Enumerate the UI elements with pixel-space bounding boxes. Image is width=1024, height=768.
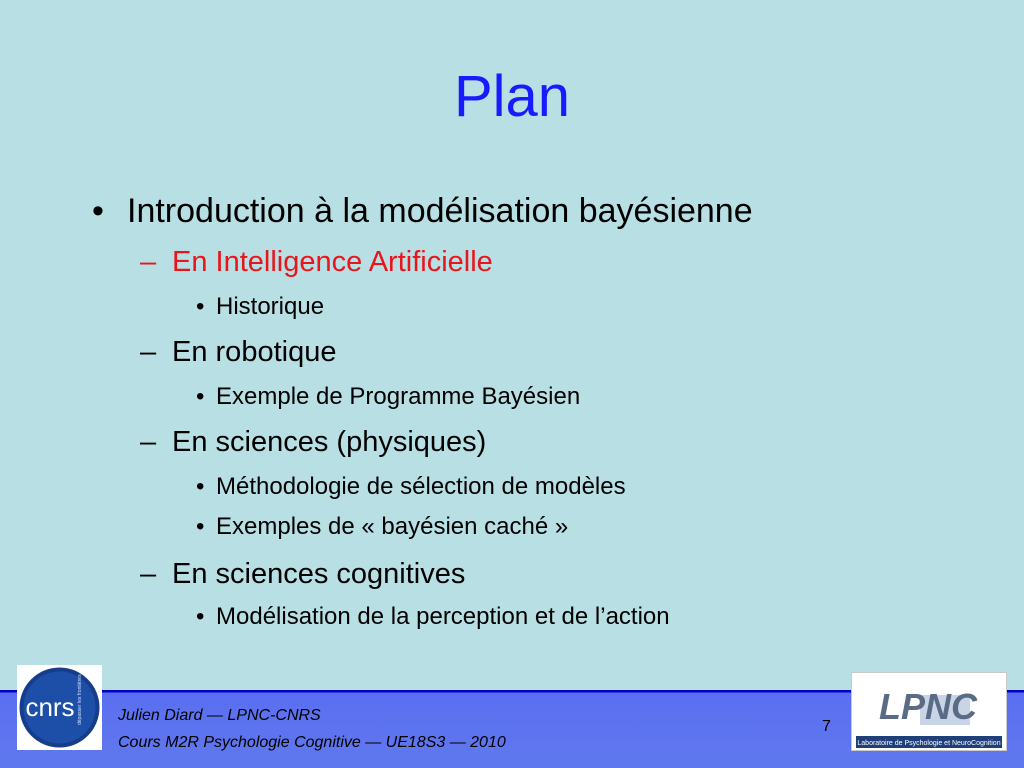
dash-icon: – xyxy=(140,426,157,458)
svg-text:dépasser les frontières: dépasser les frontières xyxy=(77,674,83,725)
svg-text:LPNC: LPNC xyxy=(879,686,977,727)
outline-item-text: Exemples de « bayésien caché » xyxy=(216,513,569,540)
footer-course: Cours M2R Psychologie Cognitive — UE18S3 — 2010 xyxy=(118,734,506,751)
outline-item-text: En robotique xyxy=(172,336,337,368)
outline-item-text: En Intelligence Artificielle xyxy=(172,246,493,278)
bullet-icon: • xyxy=(92,192,104,230)
outline-item-text: Modélisation de la perception et de l’action xyxy=(216,603,670,630)
dash-icon: – xyxy=(140,558,157,590)
outline-item-text: En sciences (physiques) xyxy=(172,426,487,458)
footer-author: Julien Diard — LPNC-CNRS xyxy=(118,707,321,724)
outline-item-text: Historique xyxy=(216,293,325,320)
bullet-icon: • xyxy=(196,473,205,500)
bullet-icon: • xyxy=(196,513,205,540)
outline-item-text: En sciences cognitives xyxy=(172,558,466,590)
outline-item-text: Méthodologie de sélection de modèles xyxy=(216,473,626,500)
dash-icon: – xyxy=(140,246,157,278)
page-number: 7 xyxy=(822,718,831,735)
outline-item-text: Exemple de Programme Bayésien xyxy=(216,383,581,410)
svg-text:Laboratoire de Psychologie et: Laboratoire de Psychologie et NeuroCognition xyxy=(857,740,1001,747)
slide-title: Plan xyxy=(453,64,571,129)
bullet-icon: • xyxy=(196,383,205,410)
lpnc-logo xyxy=(851,672,1007,751)
outline-item-text: Introduction à la modélisation bayésienne xyxy=(127,192,753,230)
dash-icon: – xyxy=(140,336,157,368)
bullet-icon: • xyxy=(196,293,205,320)
cnrs-logo xyxy=(17,665,102,750)
bullet-icon: • xyxy=(196,603,205,630)
svg-text:cnrs: cnrs xyxy=(25,692,75,722)
